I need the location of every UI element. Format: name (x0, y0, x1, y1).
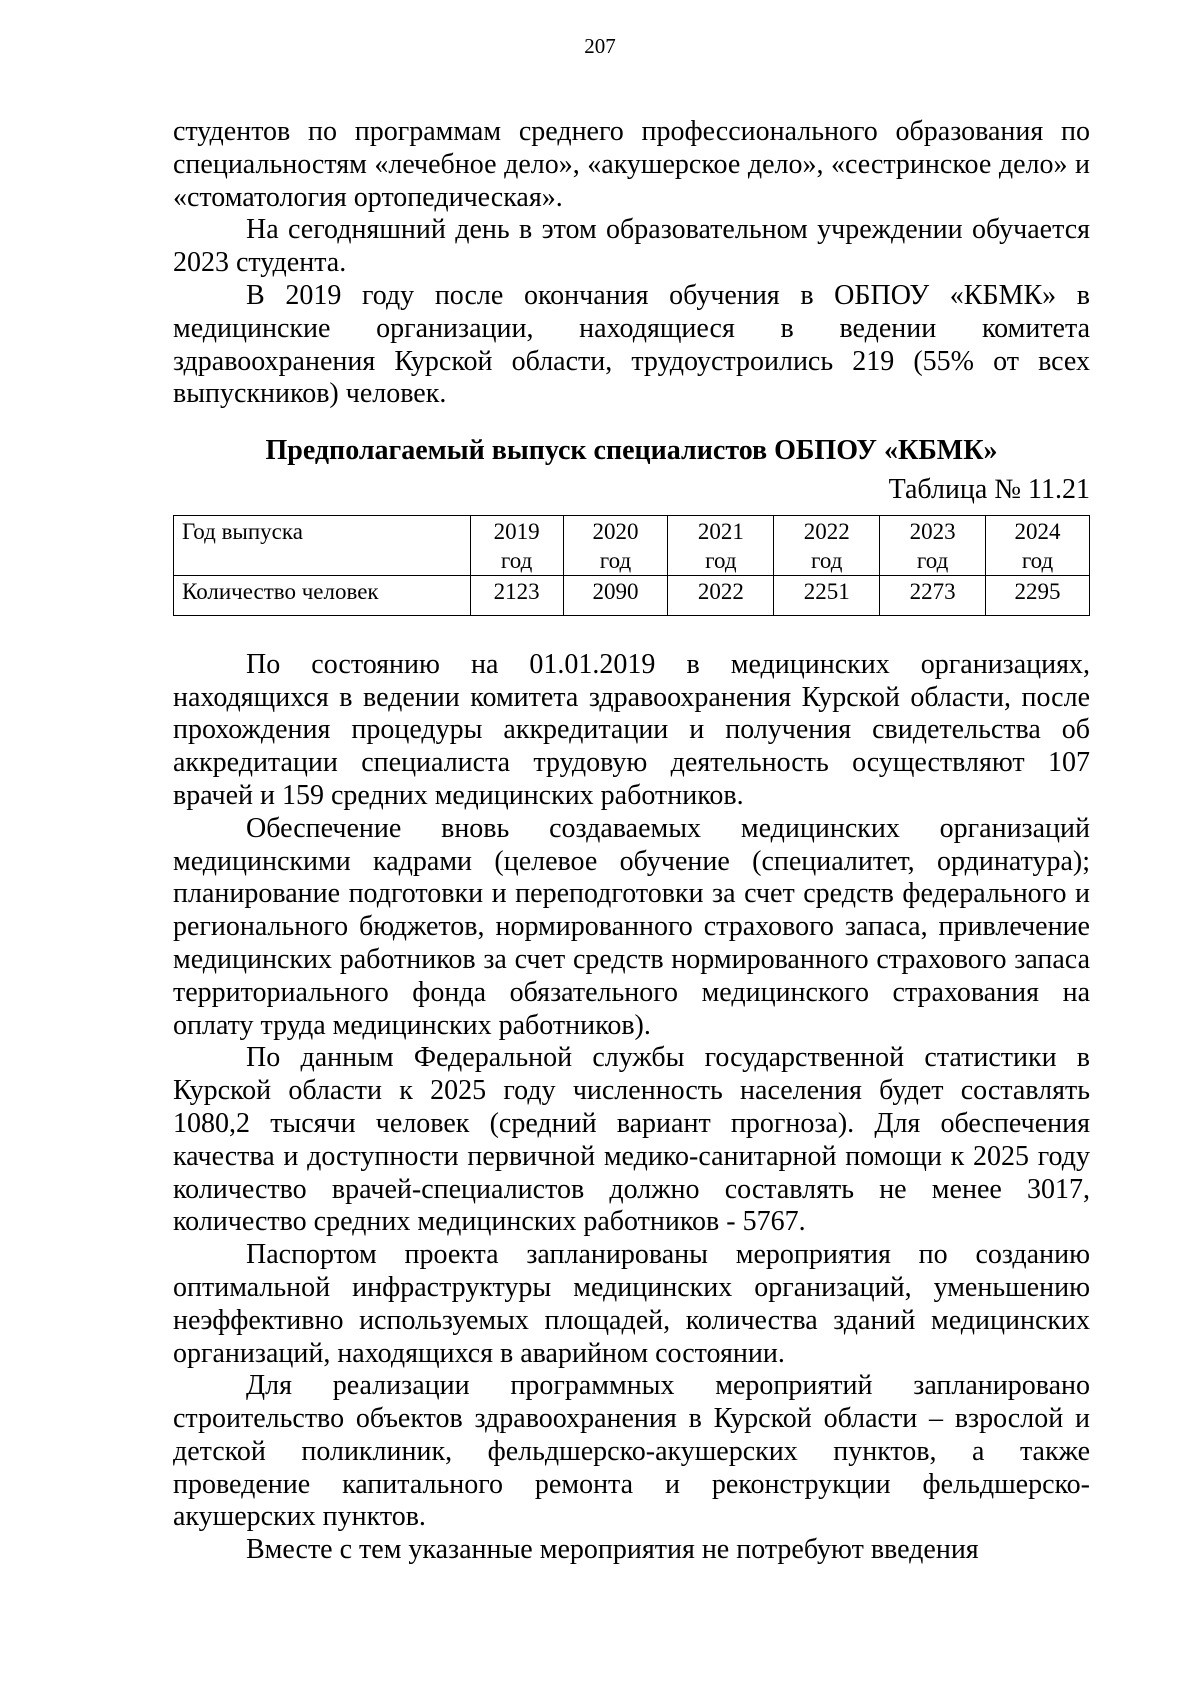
graduates-table (173, 515, 1090, 616)
table-cell-year: 2019 год (470, 515, 563, 575)
document-body (173, 116, 1090, 1567)
table-cell-count: 2022 (668, 575, 774, 615)
table-cell-count: 2295 (986, 575, 1090, 615)
paragraph-3: В 2019 году после окончания обучения в ОБПОУ «КБМК» в медицинские организации, находящиеся в ведении комитета здравоохранения Курской области, трудоустроились 219 (55% от всех выпускников) человек. (173, 279, 1090, 410)
paragraph-6: По данным Федеральной службы государственной статистики в Курской области к 2025 году численность населения будет составлять 1080,2 тысячи человек (средний вариант прогноза). Для обеспечения качества и доступности первичной медико-санитарной помощи к 2025 году количество врачей-специалистов должно составлять не менее 3017, количество средних медицинских работников - 5767. (173, 1042, 1090, 1238)
paragraph-8: Для реализации программных мероприятий запланировано строительство объектов здравоохранения в Курской области – взрослой и детской поликлиник, фельдшерско-акушерских пунктов, а также проведение капитального ремонта и реконструкции фельдшерско-акушерских пунктов. (173, 1370, 1090, 1533)
table-cell-count: 2273 (880, 575, 986, 615)
table-cell-count: 2090 (563, 575, 668, 615)
paragraph-2: На сегодняшний день в этом образовательном учреждении обучается 2023 студента. (173, 214, 1090, 279)
paragraph-7: Паспортом проекта запланированы мероприятия по созданию оптимальной инфраструктуры медицинских организаций, уменьшению неэффективно используемых площадей, количества зданий медицинских организаций, находящихся в аварийном состоянии. (173, 1239, 1090, 1369)
page-number: 207 (584, 34, 616, 58)
table-cell-year: 2023 год (880, 515, 986, 575)
table-cell-count: 2123 (470, 575, 563, 615)
table-cell-year: 2022 год (774, 515, 880, 575)
table-row-years (174, 515, 1090, 575)
paragraph-9: Вместе с тем указанные мероприятия не потребуют введения (246, 1534, 979, 1566)
table-number: Таблица № 11.21 (888, 473, 1090, 505)
paragraph-5: Обеспечение вновь создаваемых медицинских организаций медицинскими кадрами (целевое обучение (специалитет, ординатура); планирование подготовки и переподготовки за счет средств федерального и регионального бюджетов, нормированного страхового запаса, привлечение медицинских работников за счет средств нормированного страхового запаса территориального фонда обязательного медицинского страхования на оплату труда медицинских работников). (173, 812, 1090, 1041)
table-row-counts (174, 575, 1090, 615)
table-header-count: Количество человек (174, 575, 471, 615)
table-cell-year: 2021 год (668, 515, 774, 575)
table-title: Предполагаемый выпуск специалистов ОБПОУ «КБМК» (265, 435, 998, 467)
table-cell-count: 2251 (774, 575, 880, 615)
table-header-year: Год выпуска (174, 515, 471, 575)
paragraph-4: По состоянию на 01.01.2019 в медицинских организациях, находящихся в ведении комитета здравоохранения Курской области, после прохождения процедуры аккредитации и получения свидетельства об аккредитации специалиста трудовую деятельность осуществляют 107 врачей и 159 средних медицинских работников. (173, 648, 1090, 811)
table-cell-year: 2024 год (986, 515, 1090, 575)
table-cell-year: 2020 год (563, 515, 668, 575)
paragraph-1: студентов по программам среднего профессионального образования по специальностям «лечебное дело», «акушерское дело», «сестринское дело» и «стоматология ортопедическая». (173, 116, 1090, 213)
